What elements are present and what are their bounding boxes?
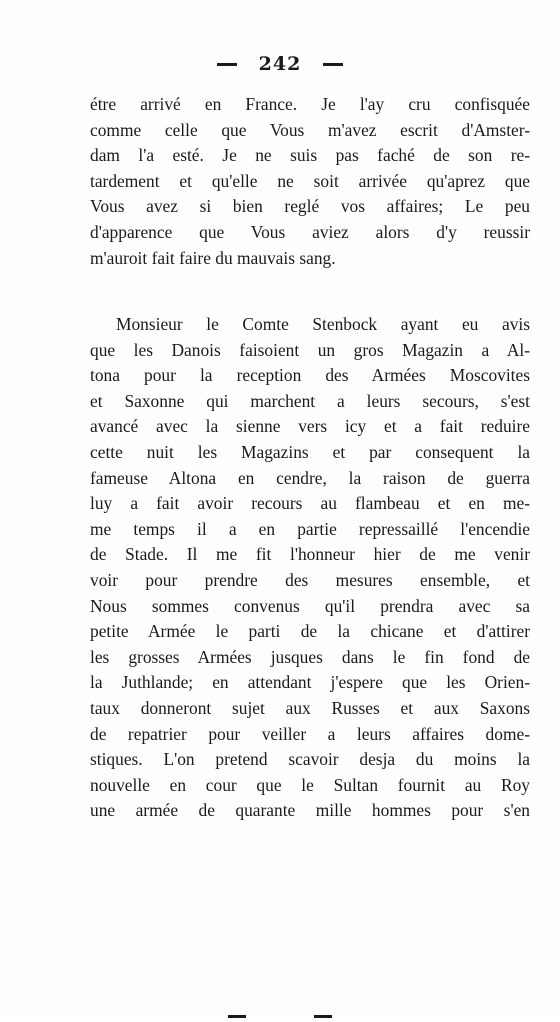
page-footer [0,1006,560,1022]
text-line: de repatrier pour veiller a leurs affaires dome- [90,723,530,744]
page-header [0,52,560,75]
text-line: stiques. L'on pretend scavoir desja du moins la [90,749,530,770]
paragraph-1 [90,92,530,271]
text-line: taux donneront sujet aux Russes et aux Saxons [90,697,530,718]
text-line: avancé avec la sienne vers icy et a fait reduire [90,416,530,437]
header-dash-right [323,63,343,66]
text-line: Vous avez si bien reglé vos affaires; Le peu [90,196,530,217]
text-line: petite Armée le parti de la chicane et d'attirer [90,621,530,642]
text-line: dam l'a esté. Je ne suis pas faché de son re- [90,145,530,166]
text-line: de Stade. Il me fit l'honneur hier de me venir [90,544,530,565]
text-line: et Saxonne qui marchent a leurs secours, s'est [90,390,530,411]
text-line: voir pour prendre des mesures ensemble, et [90,569,530,590]
text-line: nouvelle en cour que le Sultan fournit au Roy [90,774,530,795]
footer-dash-right [314,1015,332,1018]
text-line: d'apparence que Vous aviez alors d'y reussir [90,221,530,242]
text-line: cette nuit les Magazins et par consequent la [90,441,530,462]
text-line: comme celle que Vous m'avez escrit d'Amster- [90,119,530,140]
text-line: tona pour la reception des Armées Moscovites [90,365,530,386]
header-dash-left [217,63,237,66]
text-line: une armée de quarante mille hommes pour s'en [90,800,530,821]
text-line: m'auroit fait faire du mauvais sang. [90,247,336,268]
text-line: me temps il a en partie repressaillé l'encendie [90,518,530,539]
text-line: les grosses Armées jusques dans le fin fond de [90,646,530,667]
paragraph-2 [90,312,530,824]
text-line: tardement et qu'elle ne soit arrivée qu'aprez que [90,170,530,191]
text-line: la Juthlande; en attendant j'espere que les Orien- [90,672,530,693]
text-line: Nous sommes convenus qu'il prendra avec sa [90,595,530,616]
text-line: luy a fait avoir recours au flambeau et en me- [90,493,530,514]
text-line: Monsieur le Comte Stenbock ayant eu avis [116,314,530,334]
page-number: 242 [258,53,302,75]
text-line: fameuse Altona en cendre, la raison de guerra [90,467,530,488]
text-line: que les Danois faisoient un gros Magazin a Al- [90,339,530,360]
text-line: étre arrivé en France. Je l'ay cru confisquée [90,94,530,114]
footer-dash-left [228,1015,246,1018]
